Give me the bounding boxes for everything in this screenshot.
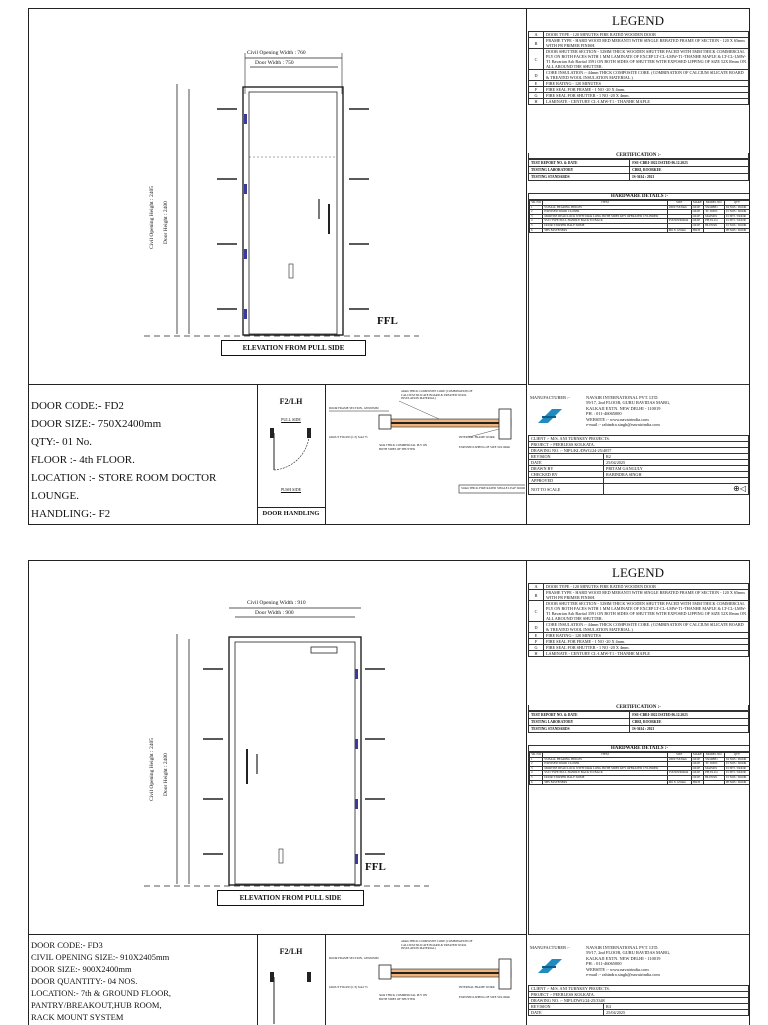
civil-opening-width-label: Civil Opening Width : 910 — [247, 600, 306, 606]
manufacturer-address-1: 59/17, 2nd FLOOR, GURU RAVIDAS MARG, — [586, 400, 671, 406]
revision: R4 — [604, 1004, 749, 1010]
hardware-block — [528, 193, 750, 385]
door-size: DOOR SIZE:- 750X2400mm — [31, 418, 162, 430]
door-width-label: Door Width : 900 — [255, 610, 294, 616]
section-divider — [325, 384, 326, 524]
legend-row: FIRE SEAL FOR SHUTTER - 1 NO -20 X 4mm. — [544, 93, 749, 99]
door-qty: QTY:- 01 No. — [31, 436, 93, 448]
door-info-list — [31, 397, 216, 523]
door-qty: DOOR QUANTITY:- 04 NOS. — [31, 976, 138, 986]
certification-block: CERTIFICATION :- TEST REPORT NO. & DATE FSE-CBRI-1022 DATED 06.12.2023 TESTING LABORATORY CBRI, ROORKEE TESTING STANDARDS IS-3614 : 2021 — [528, 705, 749, 733]
door-location-cont: LOUNGE. — [31, 490, 79, 502]
navair-logo-icon — [536, 955, 564, 977]
drawing-details-table: CLIENT :- M/S. ANI TURNKEY PROJECTS. PROJECT :- PEERLESS KOLKATA. DRAWING NO. :- NIPL/DWG/24-25/3348 REVISION R4 DATE 25/04/2025 — [528, 985, 749, 1016]
drawing-sheet-2: Civil Opening Width : 910 Door Width : 900 Civil Opening Height : 2405 Door Height : 2400 FFL ELEVATION FROM PULL SIDE DOOR CODE:- FD3 CIVIL OPENING SIZE:- 910X2405mm DOOR SIZE:- 900X2400mm DOOR QUANTITY:- 04 NOS. LOCATION:- 7th & GROUND FLOOR, PANTRY/BREAKOUT,HUB ROOM, RACK MOUNT SYSTEM F2/LH DOOR FRAME SECTION, 120X65MM 44mm THICK COMPOSITE CORE (COMBINATION OF CALCIUM SILICATE BOARD & TREATED WOOL INSULATION MATERIAL) GROUT FILLED (1:3) Sand 75 5mm THICK COMMERCIAL PLY ON BOTH SIDES OF SHUTTER INTERNAL FRAME WORK EXPOSED LIPPING OF SIZE 52X10mm LEGEND A DOOR TYPE - 120 MINUTES FIRE RATED WOODEN DOOR B FRAME TYPE - HARD WOOD RED MERANTI WITH SINGLE REBATED FRAME OF SECTION - 120 X 65mm WITH FR PRIMER FINISH. C DOOR SHUTTER SECTION - 52MM THICK WOODEN SHUTTER FACED WITH 5MM THICK COMMERCIAL PLY ON BOTH FACES WITH 1 MM LAMINATE OF EXCEP LT-CL-LMW-T1-THANHE MAPLE & LT-CL-LMW-T1 Bavarian Ash Barital 3591 ON BOTH SIDES OF SHUTTER WITH EXPOSED LIPPING OF SIZE 52X10mm ON ALL AROUND THE SHUTTER. D CORE INSULATION :- 44mm THICK COMPOSITE CORE. (COMBINATION OF CALCIUM SILICATE BOARD & TREATED WOOL INSULATION MATERIAL.) E FIRE RATING - 120 MINUTES F FIRE SEAL FOR FRAME - 1 NO -20 X 4mm. G FIRE SEAL FOR SHUTTER - 1 NO -20 X 4mm. H LAMINATE - CENTURY CL-LMW-T1 - THANHE MAPLE CERTIFICATION :- TEST REPORT NO. & DATE FSE-CBRI-1022 DATED 06.12.2023 TESTING LABORATORY CBRI, ROORKEE TESTING STANDARDS IS-3614 : 2021 HARDWARE DETAILS :- SR. NO ITEM SIZE MAKE MODEL NO. QTY 1 SS BALL BEARING HINGES 100X75X3mm OZ.IE SSO2BB1 04 NOS / DOOR 2 EXPOSED DOOR CLOSER OZ.IE TC 3000C 01 NOS / DOOR 3 MORTISE DEAD LOCK WITH 50mm LONG BOTH SIDES KEY OPERATED CYLINDER OZ.IE MAIS001 01 SET / DOOR 4 SS D TYPE PULL HANDLE BACK TO BACK 25X50X300mm OZ.IE PH.SS.U4 01 SET / DOOR 5 DOOR STOPPER HALF DOME OZ.IE HLDS501 01 NOS / DOOR 6 SHS FASTENERS M6 X 125mm HILTI 08 NOS / DOOR MANUFACTURER :- NAVAIR INTERNATIONAL PVT. LTD. 59/17, 2nd FLOOR, GURU RAVIDAS MARG, KALKAJI EXTN. NEW DELHI - 110019 PH. : 011-46065000 WEBSITE :- www.navairindia.com e-mail :- rabindra.singh@navairindia.com CLIENT :- M/S. ANI TURNKEY PROJECTS. PROJECT :- PEERLESS KOLKATA. DRAWING NO. :- NIPL/DWG/24-25/3348 REVISION R4 DATE 25/04/2025 — [28, 560, 750, 1025]
civil-opening-size: CIVIL OPENING SIZE:- 910X2405mm — [31, 952, 170, 962]
door-code: DOOR CODE:- FD2 — [31, 400, 124, 412]
legend-row: DOOR SHUTTER SECTION - 52MM THICK WOODEN SHUTTER FACED WITH 5MM THICK COMMERCIAL PLY ON BOTH FACES WITH 1 MM LAMINATE OF EXCEP LT-CL-LMW-T1-THANHE MAPLE & LT-CL-LMW-T1 Bavarian Ash Barital 3591 ON BOTH SIDES OF SHUTTER WITH EXPOSED LIPPING OF SIZE 52X10mm ON ALL AROUND THE SHUTTER. — [544, 601, 749, 622]
legend-row: LAMINATE - CENTURY CL-LMW-T1 - THANHE MAPLE — [544, 651, 749, 657]
table-row: 6 SHS FASTENERS M6 X 125mm HILTI 08 NOS / DOOR — [530, 228, 750, 233]
legend-table: A DOOR TYPE - 120 MINUTES FIRE RATED WOODEN DOOR B FRAME TYPE - HARD WOOD RED MERANTI WITH SINGLE REBATED FRAME OF SECTION - 120 X 65mm WITH FR PRIMER FINISH. C DOOR SHUTTER SECTION - 52MM THICK WOODEN SHUTTER FACED WITH 5MM THICK COMMERCIAL PLY ON BOTH FACES WITH 1 MM LAMINATE OF EXCEP LT-CL-LMW-T1-THANHE MAPLE & LT-CL-LMW-T1 Bavarian Ash Barital 3591 ON BOTH SIDES OF SHUTTER WITH EXPOSED LIPPING OF SIZE 52X10mm ON ALL AROUND THE SHUTTER. D CORE INSULATION :- 44mm THICK COMPOSITE CORE. (COMBINATION OF CALCIUM SILICATE BOARD & TREATED WOOL INSULATION MATERIAL.) E FIRE RATING - 120 MINUTES F FIRE SEAL FOR FRAME - 1 NO -20 X 4mm. G FIRE SEAL FOR SHUTTER - 1 NO -20 X 4mm. H LAMINATE - CENTURY CL-LMW-T1 - THANHE MAPLE — [528, 583, 749, 657]
ffl-label: FFL — [365, 861, 386, 873]
grout-note: GROUT FILLED (1:3) Sand 75 — [329, 435, 368, 439]
table-row: 5 DOOR STOPPER HALF DOME OZ.IE HLDS501 01 NOS / DOOR — [530, 775, 750, 780]
door-width-label: Door Width : 750 — [255, 60, 294, 66]
scale: NOT TO SCALE — [529, 484, 604, 495]
legend-title: LEGEND — [612, 13, 664, 28]
drawing-number: DRAWING NO. :- NIPL/KL/DWG/24-25/4057 — [529, 448, 749, 454]
checked-by: RABINDRA SINGH — [604, 472, 749, 478]
hardware-title: HARDWARE DETAILS :- — [529, 194, 750, 200]
frame-section-note: DOOR FRAME SECTION, 120X65MM — [329, 406, 379, 410]
push-side-label: PUSH SIDE — [280, 487, 302, 492]
projection-symbol-icon: ⊕◁ — [733, 484, 746, 493]
gap-note: INTERNAL FRAME WORK — [459, 435, 495, 439]
handling-code: F2/LH — [279, 397, 303, 406]
door-elevation-drawing — [129, 589, 449, 924]
grout-note: GROUT FILLED (1:3) Sand 75 — [329, 985, 368, 989]
legend-row: LAMINATE - CENTURY CL-LMW-T1 - THANHE MAPLE — [544, 99, 749, 105]
legend-row: CORE INSULATION :- 44mm THICK COMPOSITE CORE. (COMBINATION OF CALCIUM SILICATE BOARD & TREATED WOOL INSULATION MATERIAL.) — [544, 622, 749, 633]
shutter-note: 52mm THICK FIRE RATED SINGLE LEAF DOOR — [461, 486, 526, 490]
ply-note: 5mm THICK COMMERCIAL PLY ON BOTH SIDES OF SHUTTER — [379, 993, 428, 1001]
manufacturer-name: NAVAIR INTERNATIONAL PVT. LTD. — [586, 395, 659, 400]
title-block-divider — [526, 9, 527, 524]
legend-table: A DOOR TYPE - 120 MINUTES FIRE RATED WOODEN DOOR B FRAME TYPE - HARD WOOD RED MERANTI WITH SINGLE REBATED FRAME OF SECTION - 120 X 65mm WITH FR PRIMER FINISH. C DOOR SHUTTER SECTION - 52MM THICK WOODEN SHUTTER FACED WITH 5MM THICK COMMERCIAL PLY ON BOTH FACES WITH 1 MM LAMINATE OF EXCEP LT-CL-LMW-T1-THANHE MAPLE & LT-CL-LMW-T1 Bavarian Ash Barital 3591 ON BOTH SIDES OF SHUTTER WITH EXPOSED LIPPING OF SIZE 52X10mm ON ALL AROUND THE SHUTTER. D CORE INSULATION :- 44mm THICK COMPOSITE CORE. (COMBINATION OF CALCIUM SILICATE BOARD & TREATED WOOL INSULATION MATERIAL.) E FIRE RATING - 120 MINUTES F FIRE SEAL FOR FRAME - 1 NO -20 X 4mm. G FIRE SEAL FOR SHUTTER - 1 NO -20 X 4mm. H LAMINATE - CENTURY CL-LMW-T1 - THANHE MAPLE — [528, 31, 749, 105]
legend-row: FIRE RATING - 120 MINUTES — [544, 633, 749, 639]
handling-swing-diagram — [267, 425, 317, 475]
core-note: 44mm THICK COMPOSITE CORE (COMBINATION OF CALCIUM SILICATE BOARD & TREATED WOOL INSULATION MATERIAL) — [401, 939, 473, 951]
info-divider — [29, 384, 526, 385]
legend-row: FIRE SEAL FOR FRAME - 1 NO -20 X 4mm. — [544, 87, 749, 93]
ffl-label: FFL — [377, 315, 398, 327]
hardware-table: SR. NO ITEM SIZE MAKE MODEL NO. QTY 1 SS BALL BEARING HINGES 100X75X3mm OZ.IE SSO2BB1 04 NOS / DOOR 2 EXPOSED DOOR CLOSER OZ.IE TC 3000C 01 NOS / DOOR 3 MORTISE DEAD LOCK WITH 50mm LONG BOTH SIDES KEY OPERATED CYLINDER OZ.IE MAIS001 01 SET / DOOR 4 SS D TYPE PULL HANDLE BACK TO BACK 25X50X300mm OZ.IE PH.SS.U4 01 SET / DOOR 5 DOOR STOPPER HALF DOME OZ.IE HLDS501 01 NOS / DOOR 6 SHS FASTENERS M6 X 125mm HILTI 08 NOS / DOOR — [529, 200, 750, 233]
project: PROJECT :- PEERLESS KOLKATA. — [529, 442, 749, 448]
manufacturer-phone: PH. : 011-46065000 — [586, 411, 622, 417]
legend-row: DOOR TYPE - 120 MINUTES FIRE RATED WOODEN DOOR — [544, 32, 749, 38]
legend-row: FIRE RATING - 120 MINUTES — [544, 81, 749, 87]
date: 25/04/2025 — [604, 1010, 749, 1016]
drawing-number: DRAWING NO. :- NIPL/DWG/24-25/3348 — [529, 998, 749, 1004]
frame-section-drawing — [329, 939, 525, 1025]
legend-row: FIRE SEAL FOR FRAME - 1 NO -20 X 4mm. — [544, 639, 749, 645]
table-row: 4 SS D TYPE PULL HANDLE BACK TO BACK 25X50X300mm OZ.IE PH.SS.U4 01 SET / DOOR — [530, 219, 750, 224]
lipping-note: EXPOSED LIPPING OF SIZE 52X10mm — [459, 995, 511, 999]
elevation-caption: ELEVATION FROM PULL SIDE — [217, 890, 364, 906]
handling-swing-diagram — [267, 969, 317, 1025]
table-row: 1 SS BALL BEARING HINGES 100X75X3mm OZ.IE SSO2BB1 04 NOS / DOOR — [530, 757, 750, 762]
drawing-details-table: CLIENT :- M/S. ANI TURNKEY PROJECTS. PROJECT :- PEERLESS KOLKATA. DRAWING NO. :- NIPL/KL/DWG/24-25/4057 REVISION R2 DATE 25/04/2025 DRAWN BY PRITAM GANGULY CHECKED BY RABINDRA SINGH APPROVED NOT TO SCALE ⊕◁ — [528, 435, 749, 495]
table-row: 6 SHS FASTENERS M6 X 125mm HILTI 08 NOS / DOOR — [530, 780, 750, 785]
legend-row: FIRE SEAL FOR SHUTTER - 1 NO -20 X 4mm. — [544, 645, 749, 651]
door-location-cont-2: RACK MOUNT SYSTEM — [31, 1012, 124, 1022]
drawn-by: PRITAM GANGULY — [604, 466, 749, 472]
civil-opening-width-label: Civil Opening Width : 760 — [247, 50, 306, 56]
manufacturer-website: WEBSITE :- www.navairindia.com — [586, 416, 649, 422]
handling-code: F2/LH — [279, 947, 303, 956]
gap-note: INTERNAL FRAME WORK — [459, 985, 495, 989]
table-row: 3 MORTISE DEAD LOCK WITH 50mm LONG BOTH SIDES KEY OPERATED CYLINDER OZ.IE MAIS001 01 SET / DOOR — [530, 214, 750, 219]
certification-title: CERTIFICATION :- — [528, 153, 749, 159]
legend-row: DOOR SHUTTER SECTION - 52MM THICK WOODEN SHUTTER FACED WITH 5MM THICK COMMERCIAL PLY ON BOTH FACES WITH 1 MM LAMINATE OF EXCEP LT-CL-LMW-T1-THANHE MAPLE & LT-CL-LMW-T1 Bavarian Ash Barital 3591 ON BOTH SIDES OF SHUTTER WITH EXPOSED LIPPING OF SIZE 52X10mm ON ALL AROUND THE SHUTTER. — [544, 49, 749, 70]
ply-note: 5mm THICK COMMERCIAL PLY ON BOTH SIDES OF SHUTTER — [379, 443, 428, 451]
date: 25/04/2025 — [604, 460, 749, 466]
navair-logo-icon — [536, 405, 564, 427]
revision: R2 — [604, 454, 749, 460]
legend-row: FRAME TYPE - HARD WOOD RED MERANTI WITH SINGLE REBATED FRAME OF SECTION - 120 X 65mm WITH FR PRIMER FINISH. — [544, 38, 749, 49]
legend-row: CORE INSULATION :- 44mm THICK COMPOSITE CORE. (COMBINATION OF CALCIUM SILICATE BOARD & TREATED WOOL INSULATION MATERIAL.) — [544, 70, 749, 81]
legend-title: LEGEND — [612, 565, 664, 580]
door-info-list — [31, 939, 171, 1023]
certification-block: CERTIFICATION :- TEST REPORT NO. & DATE FSE-CBRI-1022 DATED 06.12.2023 TESTING LABORATORY CBRI, ROORKEE TESTING STANDARDS IS-3614 : 2021 — [528, 153, 749, 181]
door-height-label: Door Height : 2400 — [163, 753, 169, 796]
hardware-table: SR. NO ITEM SIZE MAKE MODEL NO. QTY 1 SS BALL BEARING HINGES 100X75X3mm OZ.IE SSO2BB1 04 NOS / DOOR 2 EXPOSED DOOR CLOSER OZ.IE TC 3000C 01 NOS / DOOR 3 MORTISE DEAD LOCK WITH 50mm LONG BOTH SIDES KEY OPERATED CYLINDER OZ.IE MAIS001 01 SET / DOOR 4 SS D TYPE PULL HANDLE BACK TO BACK 25X50X300mm OZ.IE PH.SS.U4 01 SET / DOOR 5 DOOR STOPPER HALF DOME OZ.IE HLDS501 01 NOS / DOOR 6 SHS FASTENERS M6 X 125mm HILTI 08 NOS / DOOR — [529, 752, 750, 785]
drawing-sheet-1 — [28, 8, 750, 525]
door-size: DOOR SIZE:- 900X2400mm — [31, 964, 132, 974]
manufacturer-label: MANUFACTURER :- — [530, 395, 570, 400]
pull-side-label: PULL SIDE — [281, 417, 301, 422]
door-handling-caption: DOOR HANDLING — [257, 507, 325, 517]
civil-opening-height-label: Civil Opening Height : 2405 — [149, 186, 155, 249]
door-code: DOOR CODE:- FD3 — [31, 940, 103, 950]
door-location-cont: PANTRY/BREAKOUT,HUB ROOM, — [31, 1000, 162, 1010]
table-row: 4 SS D TYPE PULL HANDLE BACK TO BACK 25X50X300mm OZ.IE PH.SS.U4 01 SET / DOOR — [530, 771, 750, 776]
hardware-block: HARDWARE DETAILS :- SR. NO ITEM SIZE MAKE MODEL NO. QTY 1 SS BALL BEARING HINGES 100X75X3mm OZ.IE SSO2BB1 04 NOS / DOOR 2 EXPOSED DOOR CLOSER OZ.IE TC 3000C 01 NOS / DOOR 3 MORTISE DEAD LOCK WITH 50mm LONG BOTH SIDES KEY OPERATED CYLINDER OZ.IE MAIS001 01 SET / DOOR 4 SS D TYPE PULL HANDLE BACK TO BACK 25X50X300mm OZ.IE PH.SS.U4 01 SET / DOOR 5 DOOR STOPPER HALF DOME OZ.IE HLDS501 01 NOS / DOOR 6 SHS FASTENERS M6 X 125mm HILTI 08 NOS / DOOR — [528, 745, 750, 935]
door-location: LOCATION :- STORE ROOM DOCTOR — [31, 472, 217, 484]
civil-opening-height-label: Civil Opening Height : 2405 — [149, 738, 155, 801]
door-handling: HANDLING:- F2 — [31, 508, 111, 520]
table-row: 1 SS BALL BEARING HINGES 100X75X3mm OZ.IE SSO2BB1 04 NOS / DOOR — [530, 205, 750, 210]
manufacturer-email: e-mail :- rabindra.singh@navairindia.com — [586, 422, 660, 428]
legend-row: DOOR TYPE - 120 MINUTES FIRE RATED WOODEN DOOR — [544, 584, 749, 590]
core-note: 44mm THICK COMPOSITE CORE (COMBINATION OF CALCIUM SILICATE BOARD & TREATED WOOL INSULATION MATERIAL) — [401, 389, 473, 401]
table-row: 2 EXPOSED DOOR CLOSER OZ.IE TC 3000C 01 NOS / DOOR — [530, 210, 750, 215]
client: CLIENT :- M/S. ANI TURNKEY PROJECTS. — [529, 436, 749, 442]
door-height-label: Door Height : 2400 — [163, 201, 169, 244]
door-location: LOCATION:- 7th & GROUND FLOOR, — [31, 988, 172, 998]
table-row: 2 EXPOSED DOOR CLOSER OZ.IE TC 3000C 01 NOS / DOOR — [530, 762, 750, 767]
elevation-caption: ELEVATION FROM PULL SIDE — [221, 340, 366, 356]
manufacturer-address-2: KALKAJI EXTN. NEW DELHI - 110019 — [586, 405, 661, 411]
door-floor: FLOOR :- 4th FLOOR. — [31, 454, 135, 466]
table-row: 5 DOOR STOPPER HALF DOME OZ.IE HLDS501 01 NOS / DOOR — [530, 223, 750, 228]
table-row: 3 MORTISE DEAD LOCK WITH 50mm LONG BOTH SIDES KEY OPERATED CYLINDER OZ.IE MAIS001 01 SET / DOOR — [530, 766, 750, 771]
lipping-note: EXPOSED LIPPING OF SIZE 52X10mm — [459, 445, 511, 449]
legend-row: FRAME TYPE - HARD WOOD RED MERANTI WITH SINGLE REBATED FRAME OF SECTION - 120 X 65mm WITH FR PRIMER FINISH. — [544, 590, 749, 601]
frame-section-note: DOOR FRAME SECTION, 120X65MM — [329, 956, 379, 960]
